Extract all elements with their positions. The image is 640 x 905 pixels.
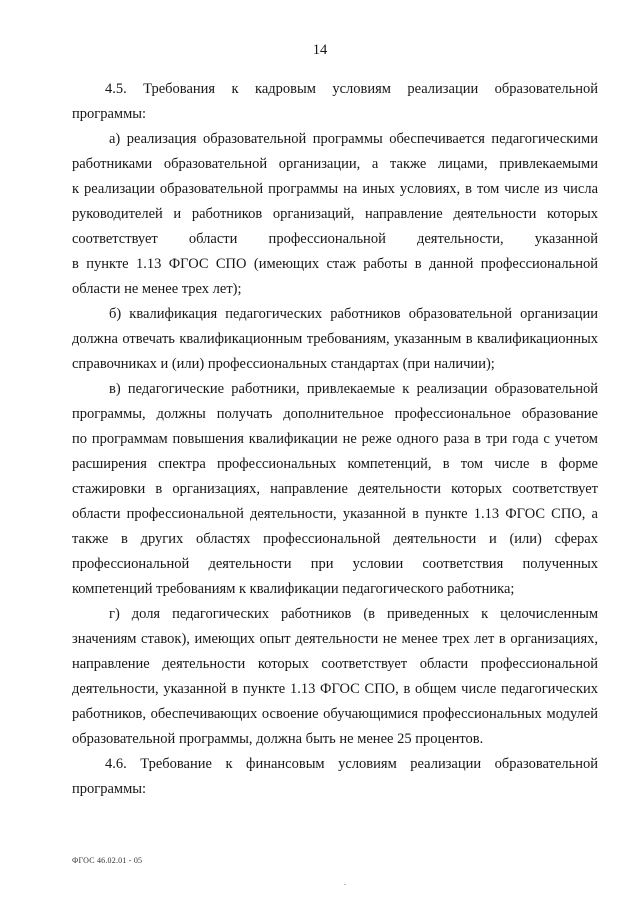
text-line: образовательной программы, должна быть не менее 25 процентов. [72, 731, 484, 747]
paragraph-g-start: г) доля педагогических работников (в приведенных к целочисленным [109, 606, 598, 622]
document-code-footer: ФГОС 46.02.01 - 05 [72, 856, 143, 865]
text-line: работников, обеспечивающих освоение обучающимися профессиональных модулей [72, 706, 598, 722]
text-line: расширения спектра профессиональных компетенций, в том числе в форме [72, 456, 598, 472]
text-line: значениям ставок), имеющих опыт деятельности не менее трех лет в организациях, [72, 631, 598, 647]
paragraph-v-start: в) педагогические работники, привлекаемые к реализации образовательной [109, 381, 598, 397]
text-line: деятельности, указанной в пункте 1.13 ФГОС СПО, в общем числе педагогических [72, 681, 598, 697]
text-line: программы, должны получать дополнительное профессиональное образование [72, 406, 598, 422]
text-line: руководителей и работников организаций, направление деятельности которых [72, 206, 598, 222]
page-number: 14 [312, 42, 328, 58]
text-line: стажировки в организациях, направление деятельности которых соответствует [72, 481, 598, 497]
text-line: должна отвечать квалификационным требованиям, указанным в квалификационных [72, 331, 598, 347]
text-line: к реализации образовательной программы на иных условиях, в том числе из числа [72, 181, 598, 197]
paragraph-a-start: а) реализация образовательной программы обеспечивается педагогическими [109, 131, 598, 147]
paragraph-b-start: б) квалификация педагогических работников образовательной организации [109, 306, 598, 322]
section-heading-4-6: 4.6. Требование к финансовым условиям реализации образовательной [105, 756, 598, 772]
text-line: работниками образовательной организации, а также лицами, привлекаемыми [72, 156, 598, 172]
text-line: соответствует области профессиональной деятельности, указанной [72, 231, 598, 247]
scan-artifact [344, 884, 346, 885]
text-line: программы: [72, 781, 147, 797]
text-line: области профессиональной деятельности, указанной в пункте 1.13 ФГОС СПО, а [72, 506, 598, 522]
text-line: направление деятельности которых соответствует области профессиональной [72, 656, 598, 672]
text-line: области не менее трех лет); [72, 281, 242, 297]
text-line: справочниках и (или) профессиональных стандартах (при наличии); [72, 356, 495, 372]
text-line: в пункте 1.13 ФГОС СПО (имеющих стаж работы в данной профессиональной [72, 256, 598, 272]
text-line: компетенций требованиям к квалификации педагогического работника; [72, 581, 515, 597]
text-line: по программам повышения квалификации не реже одного раза в три года с учетом [72, 431, 598, 447]
section-heading-4-5: 4.5. Требования к кадровым условиям реализации образовательной [105, 81, 598, 97]
text-line: профессиональной деятельности при условии соответствия полученных [72, 556, 598, 572]
text-line: также в других областях профессиональной деятельности и (или) сферах [72, 531, 598, 547]
text-line: программы: [72, 106, 147, 122]
